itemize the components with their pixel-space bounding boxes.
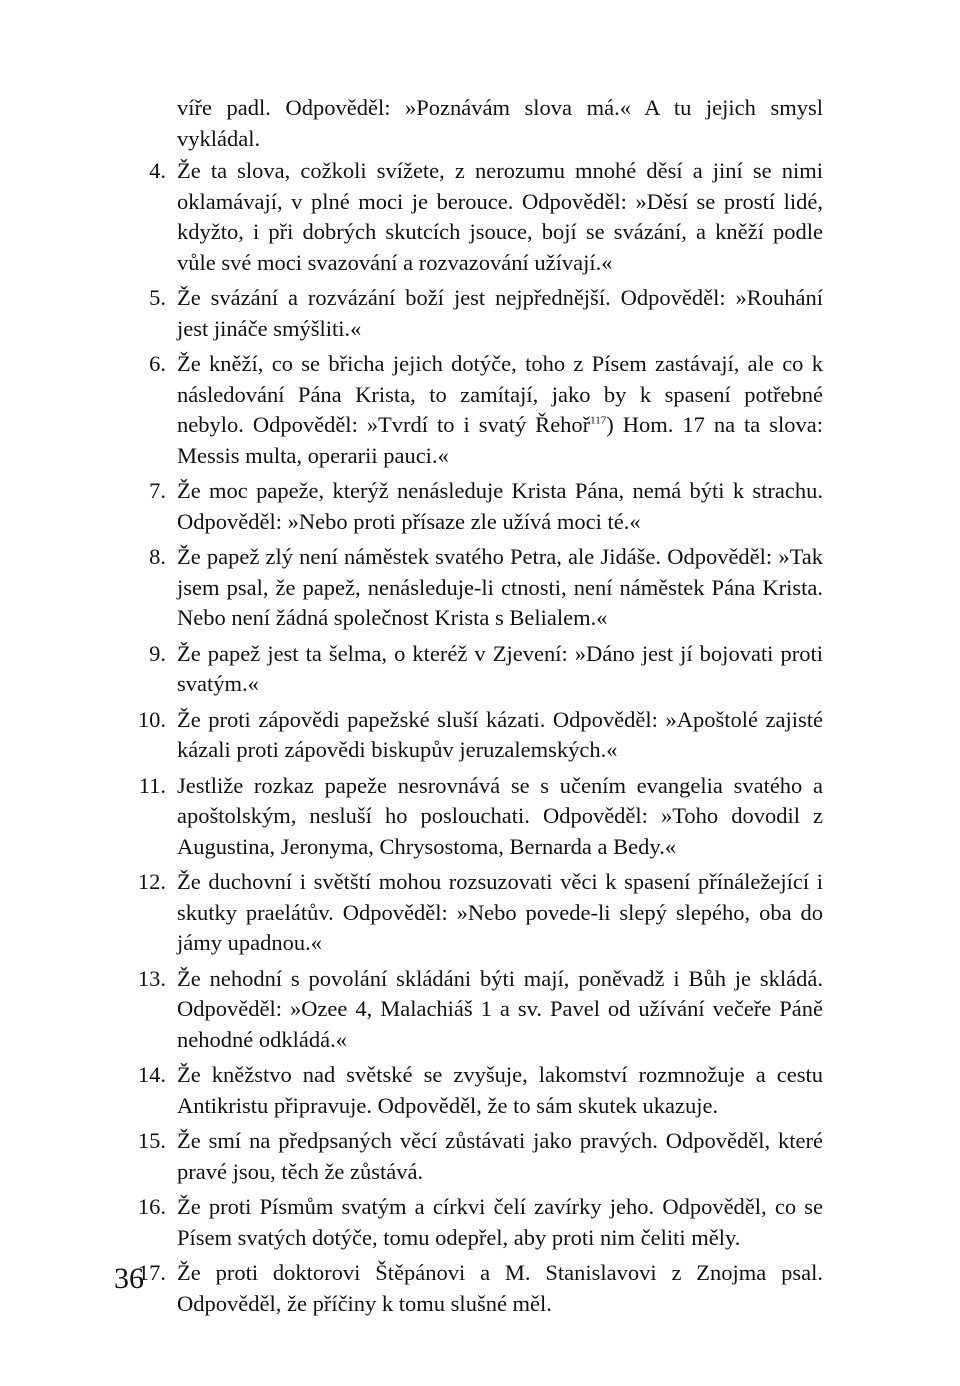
item-text: Že svázání a rozvázání boží jest nejpřednější. Odpověděl: »Rouhání jest jináče smýšliti.« xyxy=(177,285,823,341)
item-number: 6. xyxy=(149,351,166,376)
list-item xyxy=(110,1192,823,1253)
item-text: Že moc papeže, kterýž nenásleduje Krista Pána, nemá býti k strachu. Odpověděl: »Nebo proti přísaze zle užívá moci té.« xyxy=(177,478,823,534)
footnote-reference: 117 xyxy=(590,414,607,427)
item-number: 8. xyxy=(149,544,166,569)
numbered-list xyxy=(110,156,823,1324)
item-text: Že kněží, co se břicha jejich dotýče, toho z Písem zastávají, ale co k následování Pána Krista, to zamítají, jako by k spasení potřebné nebylo. Odpověděl: »Tvrdí to i svatý Řehoř xyxy=(177,351,823,437)
list-item xyxy=(110,867,823,959)
item-number: 9. xyxy=(149,640,166,666)
page-number: 36 xyxy=(114,1262,144,1295)
list-item xyxy=(110,1060,823,1121)
list-item xyxy=(110,349,823,471)
item-number: 7. xyxy=(149,478,166,503)
item-text: Že duchovní i světští mohou rozsuzovati věci k spasení přínáležející i skutky praelátův. Odpověděl: »Nebo povede-li slepý slepého, oba do jámy upadnou.« xyxy=(177,869,823,955)
item-number: 12. xyxy=(137,869,166,894)
item-text: Jestliže rozkaz papeže nesrovnává se s učením evangelia svatého a apoštolským, nesluší ho poslouchati. Odpověděl: »Toho dovodil z Augustina, Jeronyma, Chrysostoma, Bernarda a Bedy.« xyxy=(177,772,823,859)
item-text: Že papež jest ta šelma, o kteréž v Zjevení: »Dáno jest jí bojovati proti svatým.« xyxy=(177,640,823,696)
item-text: Že nehodní s povolání skládáni býti mají, poněvadž i Bůh je skládá. Odpověděl: »Ozee 4, Malachiáš 1 a sv. Pavel od užívání večeře Páně nehodné odkládá.« xyxy=(177,965,823,1052)
item-number: 4. xyxy=(149,158,166,183)
list-item xyxy=(110,283,823,344)
item-text: Že proti doktorovi Štěpánovi a M. Stanislavovi z Znojma psal. Odpověděl, že příčiny k tomu slušné měl. xyxy=(177,1260,823,1316)
item-number: 15. xyxy=(137,1128,166,1153)
continuation-paragraph: víře padl. Odpověděl: »Poznávám slova má.« A tu jejich smysl vykládal. xyxy=(177,95,823,151)
item-text: Že proti zápovědi papežské sluší kázati. Odpověděl: »Apoštolé zajisté kázali proti zápovědi biskupův jeruzalemských.« xyxy=(177,706,823,762)
item-text: Že kněžstvo nad světské se zvyšuje, lakomství rozmnožuje a cestu Antikristu připravuje. Odpověděl, že to sám skutek ukazuje. xyxy=(177,1062,823,1118)
item-number: 5. xyxy=(149,285,166,310)
list-item xyxy=(110,1126,823,1187)
item-number: 14. xyxy=(137,1062,166,1087)
item-number: 16. xyxy=(137,1194,166,1219)
list-item xyxy=(110,705,823,766)
list-item xyxy=(110,542,823,634)
item-text-tail: ) Hom. 17 na ta slova: Messis multa, operarii pauci.« xyxy=(177,412,823,468)
item-text: Že proti Písmům svatým a církvi čelí zavírky jeho. Odpověděl, co se Písem svatých dotýče, tomu odepřel, aby proti nim čeliti měly. xyxy=(177,1194,823,1250)
item-text: Že ta slova, cožkoli svížete, z nerozumu mnohé děsí a jiní se nimi oklamávají, v plné moci je berouce. Odpověděl: »Děsí se prostí lidé, kdyžto, i při dobrých skutcích jsouce, bojí se svázání, a kněží podle vůle své moci svazování a rozvazování užívají.« xyxy=(177,158,823,275)
item-number: 13. xyxy=(137,965,166,991)
list-item xyxy=(110,476,823,537)
list-item xyxy=(110,964,823,1056)
item-number: 11. xyxy=(138,772,166,798)
list-item xyxy=(110,156,823,278)
item-number: 10. xyxy=(137,706,166,732)
item-text: Že smí na předpsaných věcí zůstávati jako pravých. Odpověděl, které pravé jsou, těch že zůstává. xyxy=(177,1128,823,1184)
item-number: 17. xyxy=(137,1260,166,1285)
list-item xyxy=(110,639,823,700)
list-item xyxy=(110,1258,823,1319)
item-text: Že papež zlý není náměstek svatého Petra, ale Jidáše. Odpověděl: »Tak jsem psal, že papež, nenásleduje-li ctnosti, není náměstek Pána Krista. Nebo není žádná společnost Krista s Belialem.« xyxy=(177,544,823,630)
list-item xyxy=(110,771,823,863)
